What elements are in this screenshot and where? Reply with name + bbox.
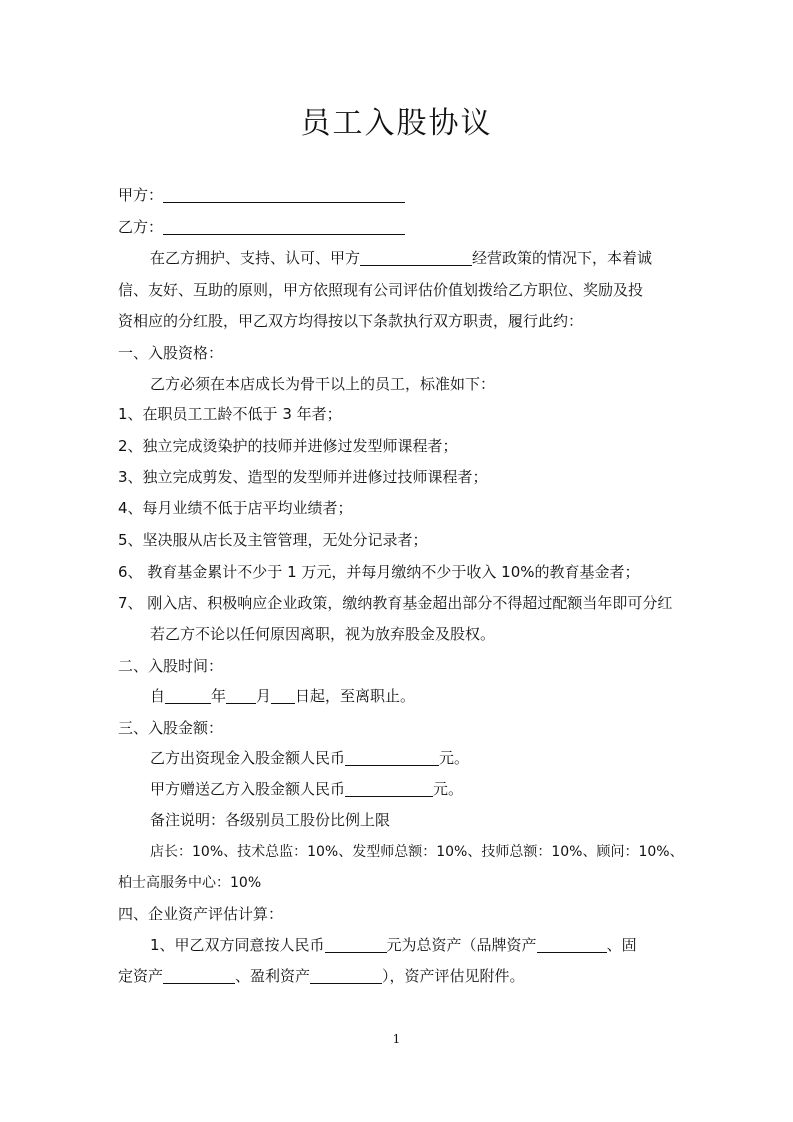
asset-line-2	[118, 966, 525, 986]
section1-note: 若乙方不论以任何原因离职，视为放弃股金及股权。	[150, 625, 496, 643]
section3-heading: 三、入股金额：	[118, 719, 224, 737]
date-text: 自	[150, 687, 166, 705]
section2-heading: 二、入股时间：	[118, 657, 224, 675]
list-item: 4、每月业绩不低于店平均业绩者；	[118, 499, 353, 517]
section4-heading: 四、企业资产评估计算：	[118, 905, 284, 923]
profit-assets-blank[interactable]	[310, 967, 382, 984]
list-item: 5、坚决服从店长及主管管理，无处分记录者；	[118, 531, 428, 549]
asset-text: 1、甲乙双方同意按人民币	[150, 936, 325, 954]
list-item: 1、在职员工工龄不低于 3 年者；	[118, 405, 342, 423]
brand-assets-blank[interactable]	[537, 936, 607, 953]
party-a-label: 甲方：	[118, 186, 164, 204]
date-text: 日起，至离职止。	[295, 687, 416, 705]
cash-amount-blank[interactable]	[345, 749, 439, 766]
total-assets-blank[interactable]	[325, 936, 387, 953]
start-date-line	[150, 686, 415, 706]
fixed-assets-blank[interactable]	[163, 967, 235, 984]
list-item: 2、独立完成烫染护的技师并进修过发型师课程者；	[118, 437, 458, 455]
party-b-label: 乙方：	[118, 218, 164, 236]
intro-text: 在乙方拥护、支持、认可、甲方	[150, 249, 361, 267]
asset-text: ），资产评估见附件。	[382, 967, 525, 985]
month-blank[interactable]	[226, 687, 256, 704]
date-text: 年	[211, 687, 227, 705]
list-item: 6、 教育基金累计不少于 1 万元，并每月缴纳不少于收入 10%的教育基金者；	[118, 563, 640, 581]
remark-line: 备注说明：各级别员工股份比例上限	[150, 811, 391, 829]
intro-text: 经营政策的情况下，本着诚	[472, 249, 653, 267]
asset-line-1	[150, 935, 637, 955]
asset-text: 、盈利资产	[235, 967, 311, 985]
amount-text: 乙方出资现金入股金额人民币	[150, 749, 346, 767]
intro-line-3: 资相应的分红股，甲乙双方均得按以下条款执行双方职责，履行此约：	[118, 312, 584, 330]
party-b-blank[interactable]	[163, 218, 405, 235]
list-item: 3、独立完成剪发、造型的发型师并进修过技师课程者；	[118, 468, 488, 486]
page-number: 1	[392, 1032, 401, 1046]
date-text: 月	[256, 687, 272, 705]
ratio-line-1: 店长：10%、技术总监：10%、发型师总额：10%、技师总额：10%、顾问：10%、	[150, 844, 684, 860]
day-blank[interactable]	[271, 687, 295, 704]
party-a-blank[interactable]	[163, 186, 405, 203]
intro-line-2: 信、友好、互助的原则，甲方依照现有公司评估价值划拨给乙方职位、奖励及投	[118, 281, 644, 299]
party-a-line	[118, 185, 405, 205]
section1-heading: 一、入股资格：	[118, 344, 224, 362]
amount-unit: 元。	[439, 749, 470, 767]
investment-line-1	[150, 748, 469, 768]
business-name-blank[interactable]	[360, 249, 472, 266]
asset-text: 、固	[606, 936, 637, 954]
intro-line-1	[150, 248, 652, 268]
amount-text: 甲方赠送乙方入股金额人民币	[150, 780, 346, 798]
asset-text: 定资产	[118, 967, 164, 985]
asset-text: 元为总资产（品牌资产	[386, 936, 537, 954]
gift-amount-blank[interactable]	[345, 780, 433, 797]
party-b-line	[118, 217, 405, 237]
section1-lead: 乙方必须在本店成长为骨干以上的员工，标准如下：	[150, 375, 496, 393]
ratio-line-2: 柏士高服务中心：10%	[118, 875, 262, 891]
amount-unit: 元。	[433, 780, 464, 798]
document-title: 员工入股协议	[300, 106, 493, 141]
investment-line-2	[150, 779, 463, 799]
list-item: 7、 刚入店、积极响应企业政策，缴纳教育基金超出部分不得超过配额当年即可分红	[118, 594, 673, 612]
year-blank[interactable]	[165, 687, 211, 704]
